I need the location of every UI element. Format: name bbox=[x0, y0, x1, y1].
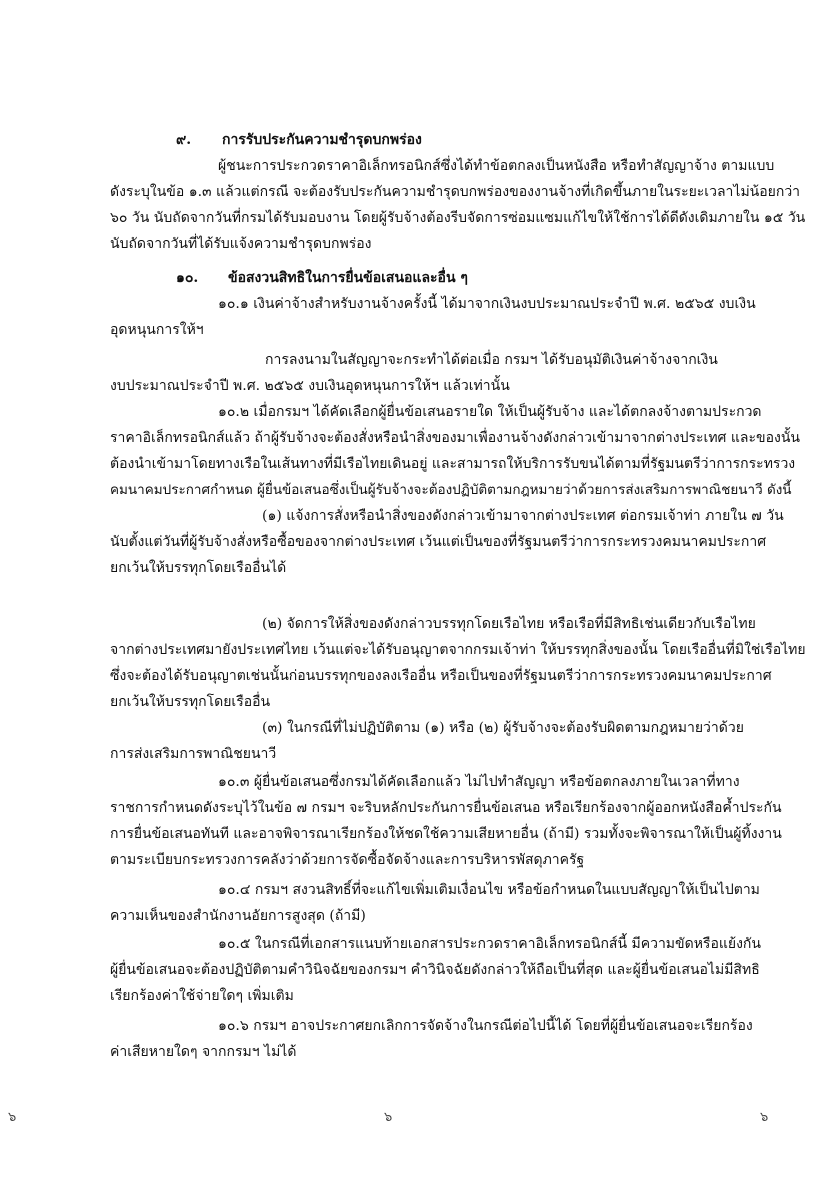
section-10-line: ต้องนำเข้ามาโดยทางเรือในเส้นทางที่มีเรือไทยเดินอยู่ และสามารถให้บริการรับขนได้ตามที่รัฐมนตรีว่าการกระทรวง bbox=[110, 456, 796, 472]
section-9-line: ผู้ชนะการประกวดราคาอิเล็กทรอนิกส์ซึ่งได้ทำข้อตกลงเป็นหนังสือ หรือทำสัญญาจ้าง ตามแบบ bbox=[218, 158, 775, 174]
section-10-line: ตามระเบียบกระทรวงการคลังว่าด้วยการจัดซื้อจัดจ้างและการบริหารพัสดุภาครัฐ bbox=[110, 852, 585, 868]
section-10-line: (๓) ในกรณีที่ไม่ปฏิบัติตาม (๑) หรือ (๒) ผู้รับจ้างจะต้องรับผิดตามกฎหมายว่าด้วย bbox=[262, 720, 744, 736]
section-9-line: ดังระบุในข้อ ๑.๓ แล้วแต่กรณี จะต้องรับประกันความชำรุดบกพร่องของงานจ้างที่เกิดขึ้นภายในระยะเวลาไม่น้อยกว่า bbox=[110, 184, 801, 200]
section-10-line: ๑๐.๖ กรมฯ อาจประกาศยกเลิกการจัดจ้างในกรณีต่อไปนี้ได้ โดยที่ผู้ยื่นข้อเสนอจะเรียกร้อง bbox=[218, 1018, 753, 1034]
section-10-line: ๑๐.๓ ผู้ยื่นข้อเสนอซึ่งกรมได้คัดเลือกแล้ว ไม่ไปทำสัญญา หรือข้อตกลงภายในเวลาที่ทาง bbox=[218, 774, 740, 790]
section-10-line: เรียกร้องค่าใช้จ่ายใดๆ เพิ่มเติม bbox=[110, 988, 294, 1004]
section-10-line: ๑๐.๒ เมื่อกรมฯ ได้คัดเลือกผู้ยื่นข้อเสนอรายใด ให้เป็นผู้รับจ้าง และได้ตกลงจ้างตามประกวด bbox=[218, 404, 762, 420]
section-10-line: ๑๐.๔ กรมฯ สงวนสิทธิ์ที่จะแก้ไขเพิ่มเติมเงื่อนไข หรือข้อกำหนดในแบบสัญญาให้เป็นไปตาม bbox=[218, 882, 760, 898]
section-10-line: (๒) จัดการให้สิ่งของดังกล่าวบรรทุกโดยเรือไทย หรือเรือที่มีสิทธิเช่นเดียวกับเรือไทย bbox=[262, 616, 756, 632]
section-10-line: (๑) แจ้งการสั่งหรือนำสิ่งของดังกล่าวเข้ามาจากต่างประเทศ ต่อกรมเจ้าท่า ภายใน ๗ วัน bbox=[262, 508, 784, 524]
section-10-line: ราคาอิเล็กทรอนิกส์แล้ว ถ้าผู้รับจ้างจะต้องสั่งหรือนำสิ่งของมาเพื่องานจ้างดังกล่าวเข้ามาจากต่างประเทศ และของนั้น bbox=[110, 430, 800, 446]
section-10-line: ๑๐.๑ เงินค่าจ้างสำหรับงานจ้างครั้งนี้ ได้มาจากเงินงบประมาณประจำปี พ.ศ. ๒๕๖๕ งบเงิน bbox=[218, 296, 756, 312]
section-9-line: ๖๐ วัน นับถัดจากวันที่กรมได้รับมอบงาน โดยผู้รับจ้างต้องรีบจัดการซ่อมแซมแก้ไขให้ใช้การได้ดีดังเดิมภายใน ๑๕ วัน bbox=[110, 210, 806, 226]
section-10-line: คมนาคมประกาศกำหนด ผู้ยื่นข้อเสนอซึ่งเป็นผู้รับจ้างจะต้องปฏิบัติตามกฎหมายว่าด้วยการส่งเสริมการพาณิชยนาวี ดังนี้ bbox=[110, 482, 792, 498]
section-10-line: ๑๐.๕ ในกรณีที่เอกสารแนบท้ายเอกสารประกวดราคาอิเล็กทรอนิกส์นี้ มีความขัดหรือแย้งกัน bbox=[218, 936, 761, 952]
section-10-line: การส่งเสริมการพาณิชยนาวี bbox=[110, 746, 277, 762]
footer-mark-center: ๖ bbox=[384, 1110, 393, 1125]
section-9-number: ๙. bbox=[176, 132, 192, 148]
section-10-line: งบประมาณประจำปี พ.ศ. ๒๕๖๕ งบเงินอุดหนุนการให้ฯ แล้วเท่านั้น bbox=[110, 378, 510, 394]
section-10-line: ยกเว้นให้บรรทุกโดยเรืออื่น bbox=[110, 694, 271, 710]
section-10-line: ซึ่งจะต้องได้รับอนุญาตเช่นนั้นก่อนบรรทุกของลงเรืออื่น หรือเป็นของที่รัฐมนตรีว่าการกระทรวงคมนาคมประกาศ bbox=[110, 668, 772, 684]
section-10-line: ผู้ยื่นข้อเสนอจะต้องปฏิบัติตามคำวินิจฉัยของกรมฯ คำวินิจฉัยดังกล่าวให้ถือเป็นที่สุด และผู้ยื่นข้อเสนอไม่มีสิทธิ bbox=[110, 962, 760, 978]
section-10-number: ๑๐. bbox=[176, 270, 199, 286]
footer-mark-right: ๖ bbox=[760, 1110, 769, 1125]
section-9-line: นับถัดจากวันที่ได้รับแจ้งความชำรุดบกพร่อง bbox=[110, 236, 372, 252]
section-10-line: ยกเว้นให้บรรทุกโดยเรืออื่นได้ bbox=[110, 560, 287, 576]
footer-mark-left: ๖ bbox=[8, 1110, 17, 1125]
section-10-line: อุดหนุนการให้ฯ bbox=[110, 322, 204, 338]
section-10-line: นับตั้งแต่วันที่ผู้รับจ้างสั่งหรือซื้อของจากต่างประเทศ เว้นแต่เป็นของที่รัฐมนตรีว่าการกระทรวงคมนาคมประกาศ bbox=[110, 534, 767, 550]
section-10-line: การยื่นข้อเสนอทันที และอาจพิจารณาเรียกร้องให้ชดใช้ความเสียหายอื่น (ถ้ามี) รวมทั้งจะพิจารณาให้เป็นผู้ทิ้งงาน bbox=[110, 826, 782, 842]
section-10-heading: ข้อสงวนสิทธิในการยื่นข้อเสนอและอื่น ๆ bbox=[228, 270, 468, 286]
section-10-line: ราชการกำหนดดังระบุไว้ในข้อ ๗ กรมฯ จะริบหลักประกันการยื่นข้อเสนอ หรือเรียกร้องจากผู้ออกหนังสือค้ำประกัน bbox=[110, 800, 782, 816]
section-10-line: การลงนามในสัญญาจะกระทำได้ต่อเมื่อ กรมฯ ได้รับอนุมัติเงินค่าจ้างจากเงิน bbox=[265, 352, 718, 368]
section-10-line: จากต่างประเทศมายังประเทศไทย เว้นแต่จะได้รับอนุญาตจากกรมเจ้าท่า ให้บรรทุกสิ่งของนั้น โดยเรืออื่นที่มิใช่เรือไทย bbox=[110, 642, 806, 658]
section-10-line: ความเห็นของสำนักงานอัยการสูงสุด (ถ้ามี) bbox=[110, 908, 366, 924]
section-9-heading: การรับประกันความชำรุดบกพร่อง bbox=[222, 132, 422, 148]
section-10-line: ค่าเสียหายใดๆ จากกรมฯ ไม่ได้ bbox=[110, 1044, 297, 1060]
